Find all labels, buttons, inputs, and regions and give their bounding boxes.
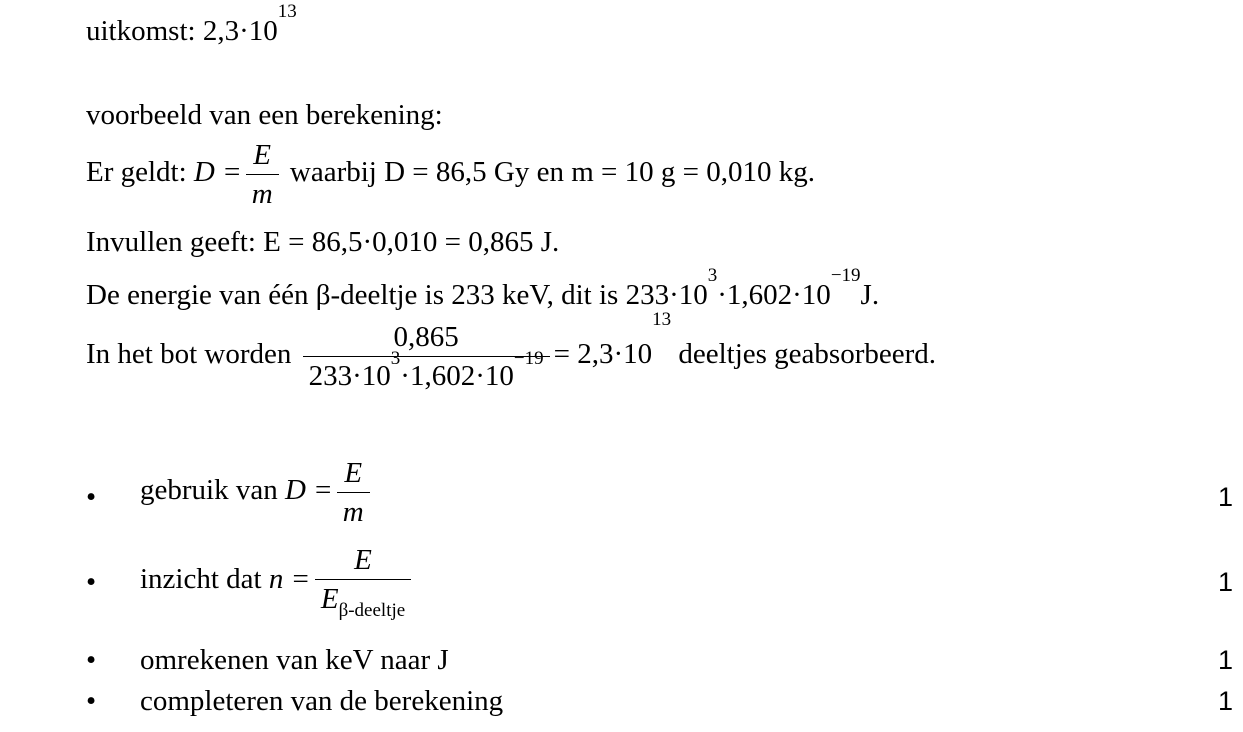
criterion-2-label: inzicht dat bbox=[140, 563, 262, 596]
line4-denominator bbox=[303, 348, 550, 392]
line1-prefix: Er geldt: bbox=[86, 156, 187, 189]
line2-text: E = 86,5·0,010 = 0,865 J. bbox=[263, 226, 560, 258]
criterion-2-denominator bbox=[315, 579, 411, 621]
criterion-1-numerator: E bbox=[344, 457, 363, 489]
criterion-1-bullet: • bbox=[86, 481, 97, 513]
line3-prefix: De energie van één β-deeltje is 233 keV, dit is bbox=[86, 279, 619, 311]
line4-numerator: 0,865 bbox=[393, 321, 459, 353]
line4-den-exp2: −19 bbox=[513, 348, 544, 369]
criterion-1-label: gebruik van bbox=[140, 474, 278, 507]
criterion-4-bullet: • bbox=[86, 685, 97, 717]
line3-exp2: −19 bbox=[830, 265, 861, 286]
criterion-1-points: 1 bbox=[1217, 482, 1233, 512]
example-heading: voorbeeld van een berekening: bbox=[86, 99, 443, 131]
formula-line-4 bbox=[86, 309, 937, 392]
line4-den-part1: 233·10 bbox=[308, 360, 391, 392]
criterion-2-den-main: E bbox=[320, 583, 339, 615]
criterion-4-points: 1 bbox=[1217, 686, 1233, 716]
result-line bbox=[86, 1, 297, 48]
formula-line-1 bbox=[86, 140, 815, 209]
criterion-2-numerator: E bbox=[354, 544, 372, 576]
line3-exp1: 3 bbox=[707, 265, 718, 286]
line1-mid: waarbij bbox=[289, 156, 377, 189]
criterion-2-den-sub: β-deeltje bbox=[338, 600, 406, 621]
criterion-3-points: 1 bbox=[1217, 645, 1233, 675]
criterion-3-text: omrekenen van keV naar J bbox=[140, 644, 449, 676]
criterion-2-text bbox=[140, 544, 416, 621]
line4-result: = 2,3·10 bbox=[553, 338, 653, 371]
line1-numerator: E bbox=[253, 139, 272, 171]
criterion-1-denominator: m bbox=[337, 492, 370, 527]
criterion-2-lhs: n = bbox=[268, 563, 311, 596]
line3-part2: ·1,602·10 bbox=[717, 279, 831, 311]
criterion-1-lhs: D = bbox=[284, 474, 333, 507]
criterion-2-points: 1 bbox=[1217, 567, 1233, 597]
line4-prefix: In het bot worden bbox=[86, 338, 292, 371]
line3-part1: 233·10 bbox=[625, 279, 708, 311]
line4-suffix: deeltjes geabsorbeerd. bbox=[678, 338, 937, 371]
criterion-4-text: completeren van de berekening bbox=[140, 685, 504, 717]
line4-fraction bbox=[303, 322, 550, 391]
line4-den-part2: ·1,602·10 bbox=[400, 360, 514, 392]
criterion-2-fraction bbox=[314, 544, 412, 621]
criterion-2-bullet: • bbox=[86, 566, 97, 598]
line2-prefix: Invullen geeft: bbox=[86, 226, 256, 258]
criterion-1-text bbox=[140, 458, 374, 527]
line1-fraction bbox=[246, 140, 279, 209]
result-exponent: 13 bbox=[277, 1, 297, 22]
formula-line-3 bbox=[86, 265, 880, 312]
criterion-1-fraction bbox=[337, 458, 370, 527]
criterion-3-bullet: • bbox=[86, 644, 97, 676]
result-value: 2,3·10 bbox=[202, 15, 278, 47]
line4-result-exp: 13 bbox=[652, 309, 672, 330]
line1-text: D = 86,5 Gy en m = 10 g = 0,010 kg. bbox=[384, 156, 815, 189]
line1-denominator: m bbox=[246, 174, 279, 209]
line3-unit: J. bbox=[860, 279, 880, 311]
result-label: uitkomst: bbox=[86, 15, 196, 47]
line4-den-exp1: 3 bbox=[390, 348, 401, 369]
line1-lhs: D = bbox=[193, 156, 242, 189]
formula-line-2 bbox=[86, 225, 559, 259]
